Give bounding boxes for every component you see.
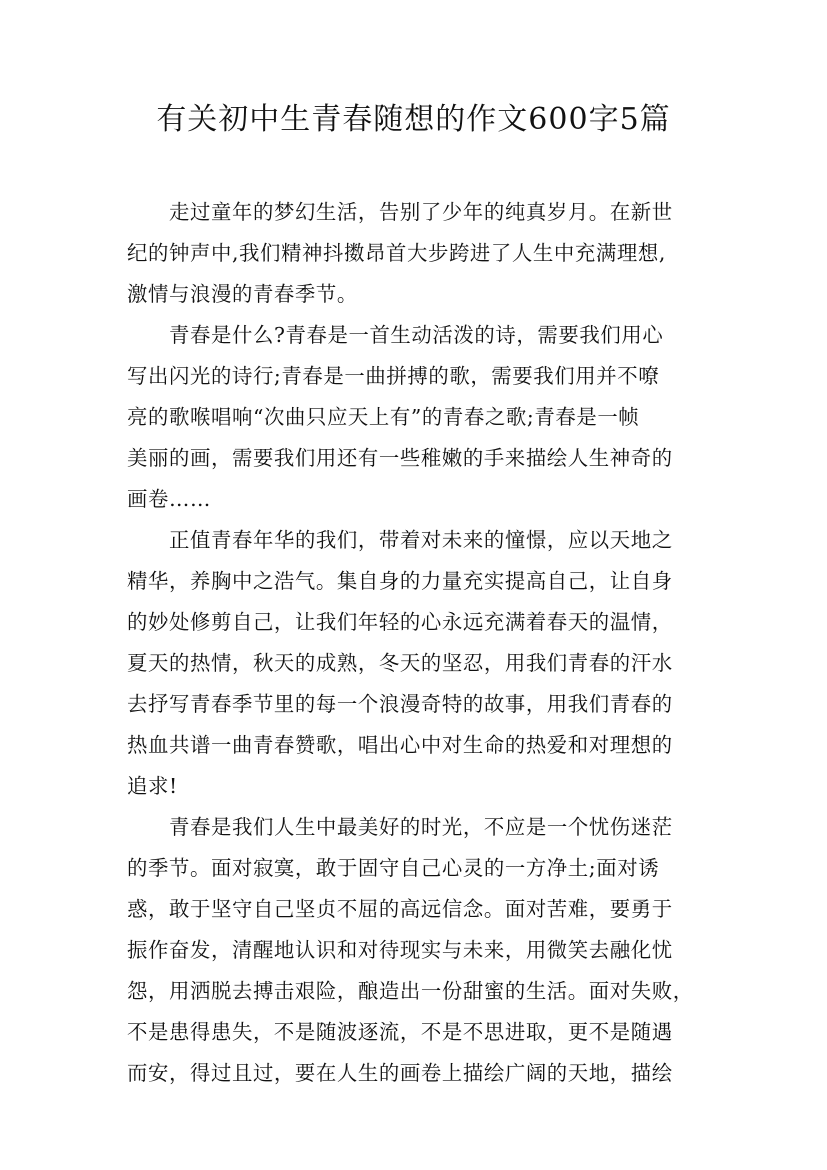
paragraph-line: 写出闪光的诗行;青春是一曲拼搏的歌，需要我们用并不嘹 [127,364,660,388]
paragraph-line: 惑，敢于坚守自己坚贞不屈的高远信念。面对苦难，要勇于 [127,897,673,921]
document-body [127,192,705,1094]
paragraph-line: 不是患得患失，不是随波逐流，不是不思进取，更不是随遇 [127,1020,673,1044]
paragraph-line: 画卷…… [127,487,211,511]
paragraph-line: 青春是我们人生中最美好的时光，不应是一个忧伤迷茫 [169,815,673,839]
paragraph-line: 纪的钟声中,我们精神抖擞昂首大步跨进了人生中充满理想, [127,241,666,265]
paragraph-line: 美丽的画，需要我们用还有一些稚嫩的手来描绘人生神奇的 [127,446,673,470]
paragraph-line: 青春是什么?青春是一首生动活泼的诗，需要我们用心 [169,323,664,347]
paragraph-line: 走过童年的梦幻生活，告别了少年的纯真岁月。在新世 [169,200,673,224]
paragraph-line: 亮的歌喉唱响“次曲只应天上有”的青春之歌;青春是一帧 [127,405,640,429]
paragraph-line: 热血共谱一曲青春赞歌，唱出心中对生命的热爱和对理想的 [127,733,673,757]
paragraph-line: 夏天的热情，秋天的成熟，冬天的坚忍，用我们青春的汗水 [127,651,673,675]
paragraph-line: 激情与浪漫的青春季节。 [127,282,358,306]
paragraph-line: 精华，养胸中之浩气。集自身的力量充实提高自己，让自身 [127,569,673,593]
paragraph-line: 的妙处修剪自己，让我们年轻的心永远充满着春天的温情， [127,610,673,634]
paragraph-line: 的季节。面对寂寞，敢于固守自己心灵的一方净土;面对诱 [127,856,660,880]
document-title: 有关初中生青春随想的作文600字5篇 [156,102,671,137]
paragraph-line: 追求! [127,774,178,798]
paragraph-line: 怨，用洒脱去搏击艰险，酿造出一份甜蜜的生活。面对失败， [127,979,694,1003]
paragraph-line: 正值青春年华的我们，带着对未来的憧憬，应以天地之 [169,528,673,552]
paragraph-line: 振作奋发，清醒地认识和对待现实与未来，用微笑去融化忧 [127,938,673,962]
paragraph-line: 而安，得过且过，要在人生的画卷上描绘广阔的天地，描绘 [127,1061,673,1085]
paragraph-line: 去抒写青春季节里的每一个浪漫奇特的故事，用我们青春的 [127,692,673,716]
